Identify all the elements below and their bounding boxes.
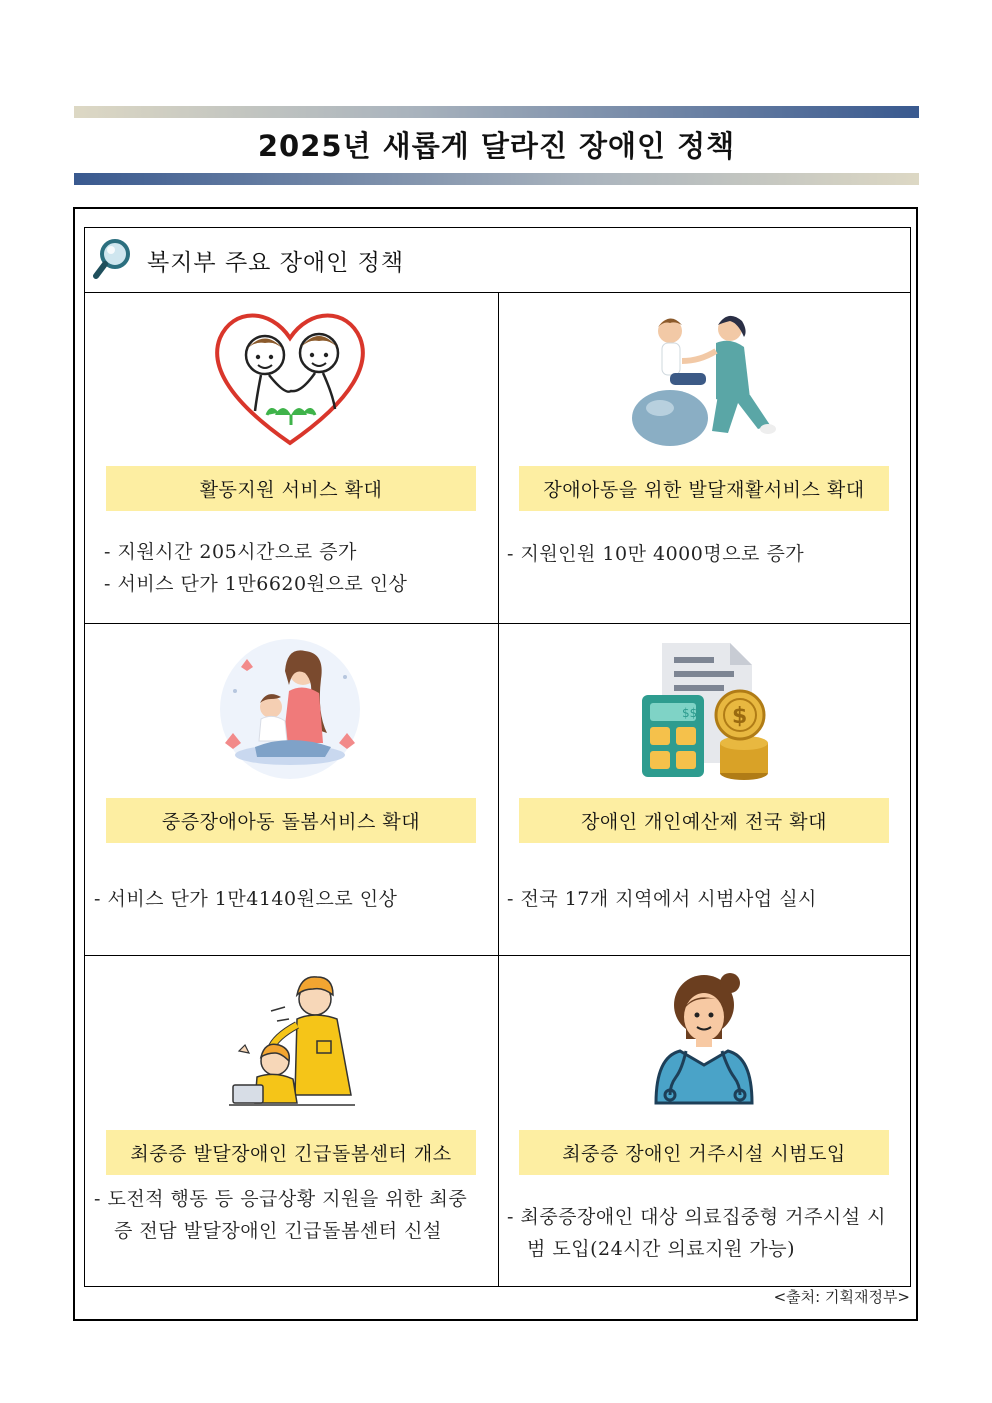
magnifier-icon: [91, 238, 135, 282]
document-title: 2025년 새롭게 달라진 장애인 정책: [257, 129, 736, 163]
card-bullet-item: - 도전적 행동 등 응급상황 지원을 위한 최중증 전담 발달장애인 긴급돌봄센터 신설: [94, 1188, 468, 1242]
card-label: 장애아동을 위한 발달재활서비스 확대: [519, 466, 889, 511]
calculator-coins-icon: [620, 633, 790, 783]
card-bullet-list: [507, 538, 897, 570]
section-title: 복지부 주요 장애인 정책: [147, 250, 405, 276]
card-label: 활동지원 서비스 확대: [106, 466, 476, 511]
card-bullet-list: [94, 1183, 469, 1247]
mother-child-icon: [205, 633, 375, 783]
nurse-icon: [620, 965, 790, 1115]
card-bullet-item: - 서비스 단가 1만4140원으로 인상: [94, 888, 398, 910]
card-label: 중증장애아동 돌봄서비스 확대: [106, 798, 476, 843]
grid-divider-horizontal: [84, 623, 911, 624]
svg-text:$: $: [732, 704, 748, 729]
source-note: <출처: 기획재정부>: [773, 1288, 910, 1306]
title-bar-bottom: [74, 173, 919, 185]
heart-children-icon: [205, 303, 375, 453]
therapist-child-ball-icon: [620, 303, 790, 453]
card-bullet-list: [104, 536, 484, 600]
card-label: 최중증 발달장애인 긴급돌봄센터 개소: [106, 1130, 476, 1175]
title-bar-top: [74, 106, 919, 118]
card-label: 장애인 개인예산제 전국 확대: [519, 798, 889, 843]
card-bullet-list: [94, 883, 484, 915]
card-label: 최중증 장애인 거주시설 시범도입: [519, 1130, 889, 1175]
father-child-laptop-icon: [205, 965, 375, 1115]
card-bullet-item: - 지원인원 10만 4000명으로 증가: [507, 543, 805, 565]
card-bullet-item: - 전국 17개 지역에서 시범사업 실시: [507, 888, 817, 910]
card-bullet-item: - 최중증장애인 대상 의료집중형 거주시설 시범 도입(24시간 의료지원 가능): [507, 1206, 886, 1260]
grid-divider-horizontal: [84, 955, 911, 956]
svg-text:$$: $$: [682, 706, 698, 720]
grid-divider-vertical: [498, 292, 499, 1287]
card-bullet-list: [507, 883, 897, 915]
card-bullet-list: [507, 1201, 897, 1265]
section-header: [84, 227, 911, 293]
card-bullet-item: - 서비스 단가 1만6620원으로 인상: [104, 573, 408, 595]
card-bullet-item: - 지원시간 205시간으로 증가: [104, 541, 357, 563]
